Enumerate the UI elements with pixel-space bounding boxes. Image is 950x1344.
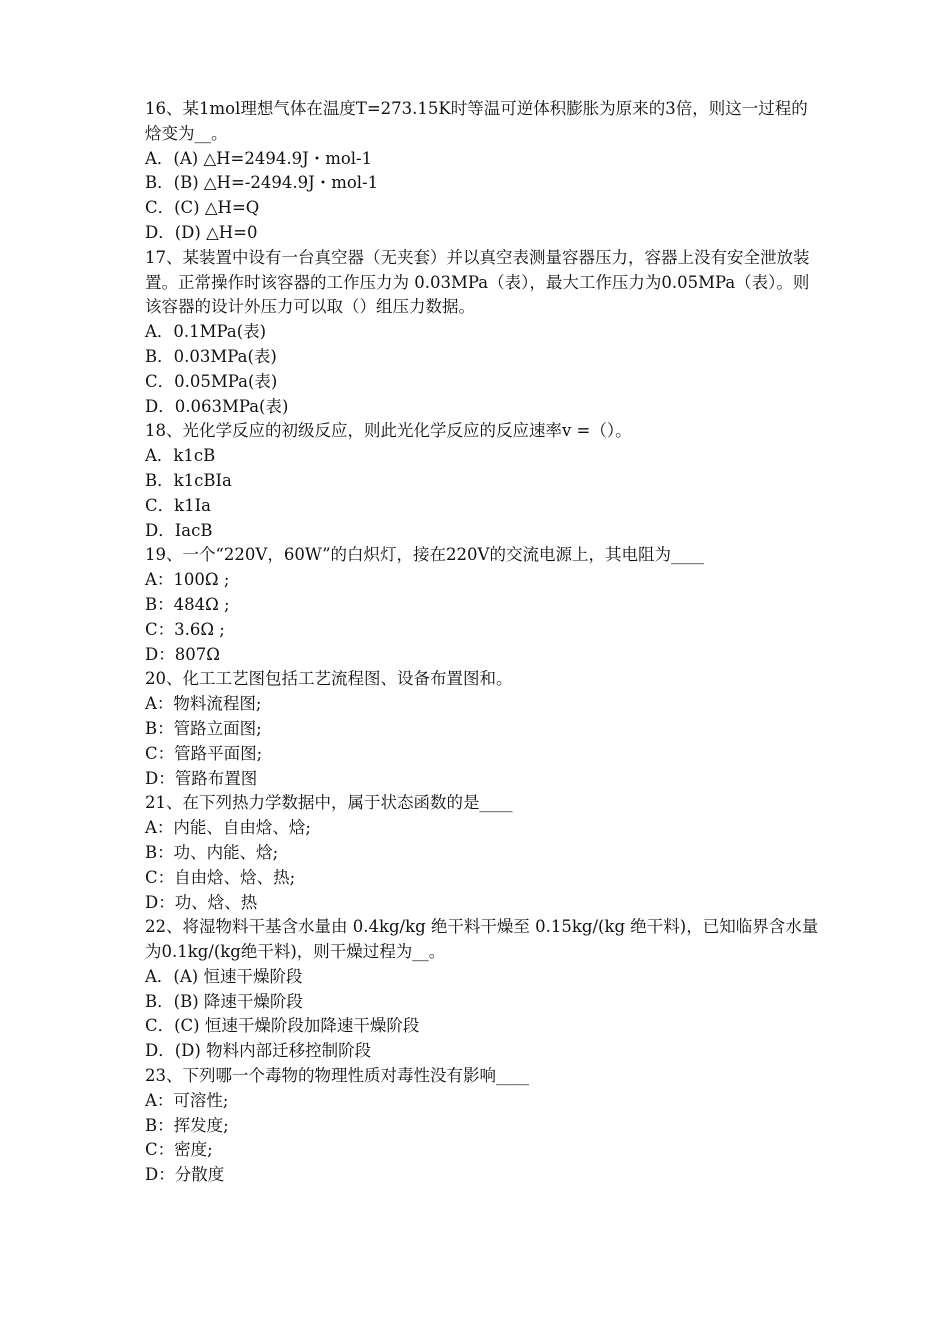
option-b: B．(B) △H=-2494.9J・mol-1 (145, 173, 379, 193)
option-b: B：484Ω ; (145, 594, 230, 614)
option-c: C：密度; (145, 1140, 213, 1160)
option-c: C：3.6Ω ; (145, 619, 225, 639)
question-stem: 16、某1mol理想气体在温度T=273.15K时等温可逆体积膨胀为原来的3倍，则这一过程的焓变为__。 (145, 99, 808, 143)
question-22 (145, 915, 820, 1064)
question-stem: 19、一个“220V，60W”的白炽灯，接在220V的交流电源上，其电阻为____ (145, 545, 704, 565)
option-a: A．k1cB (145, 446, 216, 466)
option-d: D．0.063MPa(表) (145, 396, 289, 416)
question-stem: 20、化工工艺图包括工艺流程图、设备布置图和。 (145, 669, 513, 689)
option-d: D：功、焓、热 (145, 892, 258, 912)
option-a: A．(A) 恒速干燥阶段 (145, 966, 303, 986)
question-18 (145, 419, 820, 543)
option-b: B．(B) 降速干燥阶段 (145, 991, 303, 1011)
option-c: C．(C) △H=Q (145, 198, 260, 218)
question-23 (145, 1064, 820, 1188)
option-a: A：可溶性; (145, 1090, 229, 1110)
question-stem: 17、某装置中设有一台真空器（无夹套）并以真空表测量容器压力，容器上没有安全泄放装置。正常操作时该容器的工作压力为 0.03MPa（表），最大工作压力为0.05MPa（表）。则该容器的设计外压力可以取（）组压力数据。 (145, 247, 810, 317)
question-stem: 23、下列哪一个毒物的物理性质对毒性没有影响____ (145, 1066, 529, 1086)
question-stem: 21、在下列热力学数据中，属于状态函数的是____ (145, 793, 513, 813)
question-21 (145, 791, 820, 915)
option-d: D：分散度 (145, 1165, 225, 1185)
option-a: A：内能、自由焓、焓; (145, 818, 311, 838)
option-b: B：功、内能、焓; (145, 842, 279, 862)
option-a: A．(A) △H=2494.9J・mol-1 (145, 148, 373, 168)
option-a: A．0.1MPa(表) (145, 322, 267, 342)
option-d: D：807Ω (145, 644, 220, 664)
option-c: C．(C) 恒速干燥阶段加降速干燥阶段 (145, 1016, 420, 1036)
question-stem: 22、将湿物料干基含水量由 0.4kg/kg 绝干料干燥至 0.15kg/(kg 绝干料)，已知临界含水量为0.1kg/(kg绝干料)，则干燥过程为__。 (145, 917, 819, 962)
option-c: C：管路平面图; (145, 743, 263, 763)
question-20 (145, 667, 820, 791)
option-a: A：物料流程图; (145, 694, 262, 714)
option-c: C．0.05MPa(表) (145, 371, 278, 391)
option-c: C．k1Ia (145, 495, 211, 515)
option-b: B．0.03MPa(表) (145, 346, 277, 366)
option-d: D：管路布置图 (145, 768, 258, 788)
question-17 (145, 246, 820, 420)
question-stem: 18、光化学反应的初级反应，则此光化学反应的反应速率v =（）。 (145, 421, 632, 441)
question-list (145, 97, 820, 1188)
option-a: A：100Ω ; (145, 570, 230, 590)
option-d: D．(D) 物料内部迁移控制阶段 (145, 1041, 372, 1061)
option-c: C：自由焓、焓、热; (145, 867, 296, 887)
option-d: D．(D) △H=0 (145, 222, 258, 242)
question-19 (145, 543, 820, 667)
option-b: B：管路立面图; (145, 718, 262, 738)
option-b: B：挥发度; (145, 1115, 229, 1135)
option-d: D．IacB (145, 520, 213, 540)
option-b: B．k1cBIa (145, 470, 232, 490)
question-16 (145, 97, 820, 246)
